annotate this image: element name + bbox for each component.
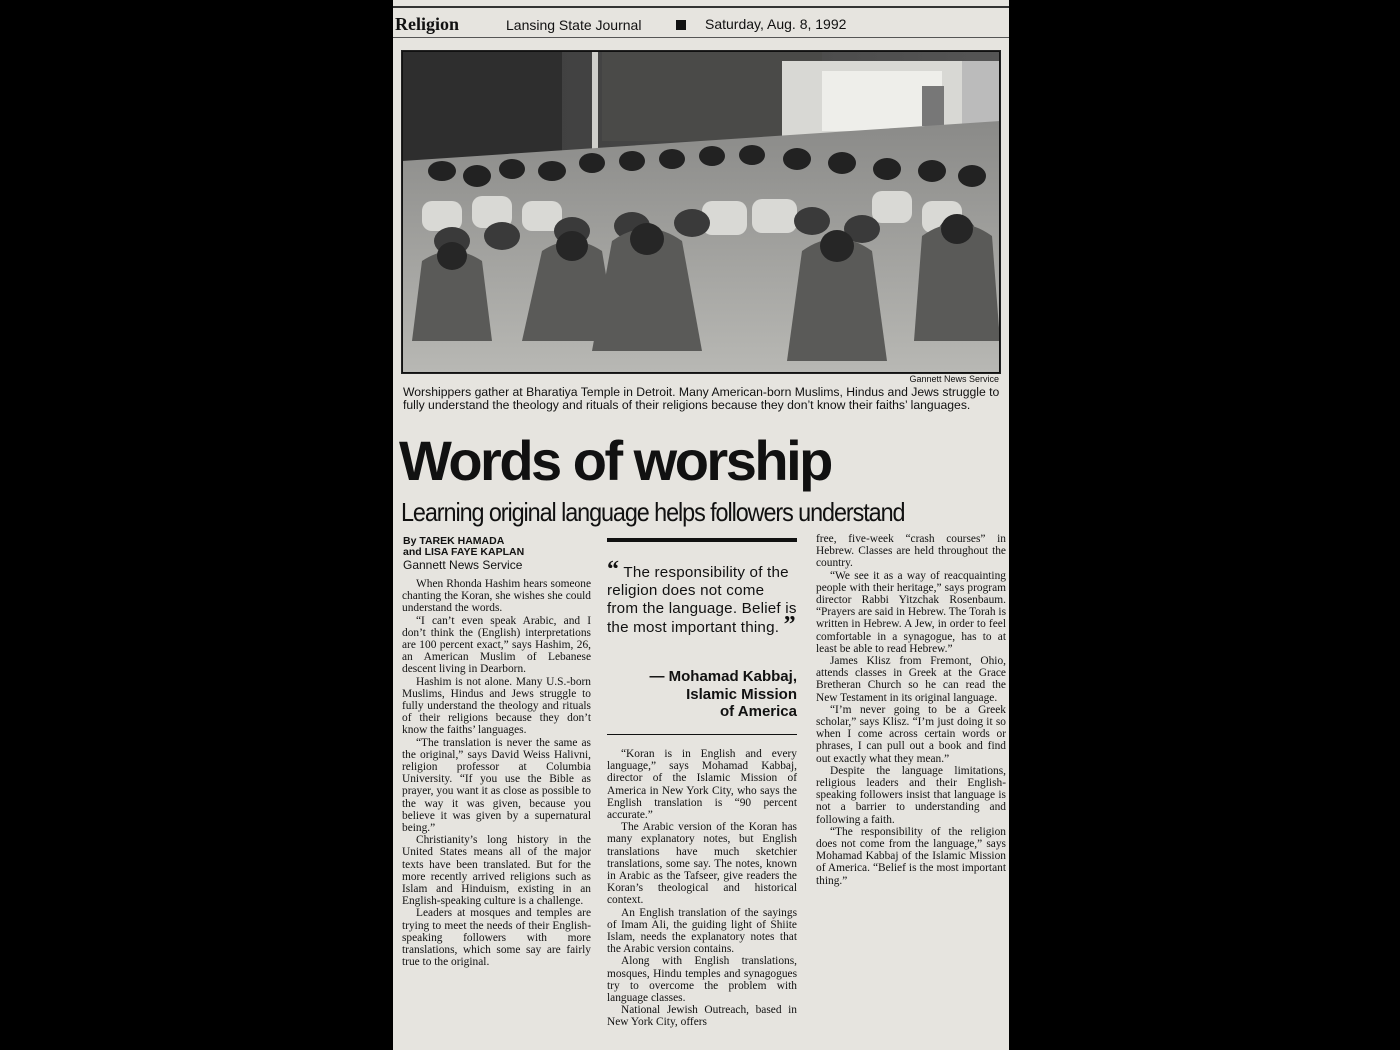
- paragraph: “I’m never going to be a Greek scholar,” says Klisz. “I’m just doing it so when I come across certain words or phrases, I can pull out a book and find out exactly what they mean.”: [816, 703, 1006, 765]
- pull-quote-org-line-1: Islamic Mission: [686, 685, 797, 703]
- paragraph: Leaders at mosques and temples are trying to meet the needs of their English-speaking followers with more translations, which some say are fairly true to the original.: [402, 907, 591, 969]
- byline-agency: Gannett News Service: [403, 558, 523, 572]
- photo-caption: Worshippers gather at Bharatiya Temple in Detroit. Many American-born Muslims, Hindus and Jews struggle to fully understand the theology and rituals of their religions because they don’t know their faiths’ languages.: [403, 385, 1000, 412]
- paragraph: James Klisz from Fremont, Ohio, attends classes in Greek at the Grace Bretheran Church so he can read the New Testament in its original language.: [816, 655, 1006, 704]
- paragraph: “We see it as a way of reacquainting people with their heritage,” says program director Rabbi Yitzchak Rosenbaum. “Prayers are said in Hebrew. The Torah is written in Hebrew. A Jew, in order to feel comfortable in a synagogue, has to at least be able to read Hebrew.”: [816, 569, 1006, 655]
- paragraph: National Jewish Outreach, based in New York City, offers: [607, 1004, 797, 1029]
- pull-quote: [607, 538, 797, 742]
- page-header: [393, 6, 1009, 38]
- pull-quote-text-block: [607, 557, 797, 638]
- pull-quote-text: The responsibility of the religion does not come from the language. Belief is the most important thing.: [607, 564, 797, 636]
- paragraph: Along with English translations, mosques, Hindu temples and synagogues try to overcome the problem with language classes.: [607, 955, 797, 1005]
- paragraph: “The responsibility of the religion does not come from the language,” says Mohamad Kabbaj of the Islamic Mission of America. “Belief is the most important thing.”: [816, 825, 1006, 887]
- byline-author-1: By TAREK HAMADA: [403, 535, 505, 547]
- pull-quote-org-line-2: of America: [720, 703, 797, 720]
- paragraph: “The translation is never the same as the original,” says David Weiss Halivni, religion professor at Columbia University. “If you use the Bible as prayer, you want it as close as possible to the way it was given, because you believe it was given by a supernatural being.”: [402, 736, 591, 835]
- temple-photo: [401, 50, 1001, 374]
- paragraph: Despite the language limitations, religious leaders and their English-speaking followers insist that language is not a barrier to understanding and following a faith.: [816, 764, 1006, 826]
- paragraph: free, five-week “crash courses” in Hebrew. Classes are held throughout the country.: [816, 533, 1006, 570]
- article-column-2: [607, 748, 797, 1029]
- subheadline: Learning original language helps followers understand: [401, 497, 905, 527]
- article-column-1: [402, 578, 591, 969]
- paragraph: “I can’t even speak Arabic, and I don’t think the (English) interpretations are 100 percent exact,” says Hashim, 26, an American Muslim of Lebanese descent living in Dearborn.: [402, 614, 591, 676]
- paragraph: An English translation of the sayings of Imam Ali, the guiding light of Shiite Islam, needs the explanatory notes that the Arabic version contains.: [607, 906, 797, 956]
- newspaper-name: Lansing State Journal: [506, 17, 642, 33]
- newspaper-clipping: [393, 0, 1009, 1050]
- close-quote-icon: ”: [783, 611, 796, 638]
- separator-square-icon: [676, 20, 686, 30]
- byline: [403, 536, 603, 572]
- article-column-3: [816, 533, 1006, 887]
- paragraph: Christianity’s long history in the United States means all of the major texts have been translated. But for the more recently arrived religions such as Islam and Hinduism, existing in an English-speaking culture is a challenge.: [402, 834, 591, 908]
- pull-quote-rule: [607, 734, 797, 735]
- pull-quote-attribution: [607, 668, 797, 721]
- paragraph: The Arabic version of the Koran has many explanatory notes, but English translations have much sketchier translations, some say. The notes, known in Arabic as the Tafseer, give readers the Koran’s theological and historical context.: [607, 821, 797, 907]
- open-quote-icon: “: [607, 557, 620, 583]
- paragraph: When Rhonda Hashim hears someone chanting the Koran, she wishes she could understand the words.: [402, 578, 591, 615]
- header-rule: [393, 37, 1009, 38]
- paragraph: Hashim is not alone. Many U.S.-born Muslims, Hindus and Jews struggle to fully understand the theology and rituals of their religions because they don’t know the faiths’ languages.: [402, 675, 591, 737]
- headline: Words of worship: [399, 429, 831, 492]
- photo-credit: Gannett News Service: [909, 374, 999, 384]
- worshippers-photo-illustration: [402, 51, 1000, 373]
- paragraph: “Koran is in English and every language,” says Mohamad Kabbaj, director of the Islamic Mission of America in New York City, who says the English translation is “90 percent accurate.”: [607, 748, 797, 822]
- publication-date: Saturday, Aug. 8, 1992: [705, 16, 847, 32]
- byline-author-2: and LISA FAYE KAPLAN: [403, 546, 525, 558]
- pull-quote-speaker: — Mohamad Kabbaj,: [649, 668, 797, 685]
- section-label: Religion: [395, 14, 460, 34]
